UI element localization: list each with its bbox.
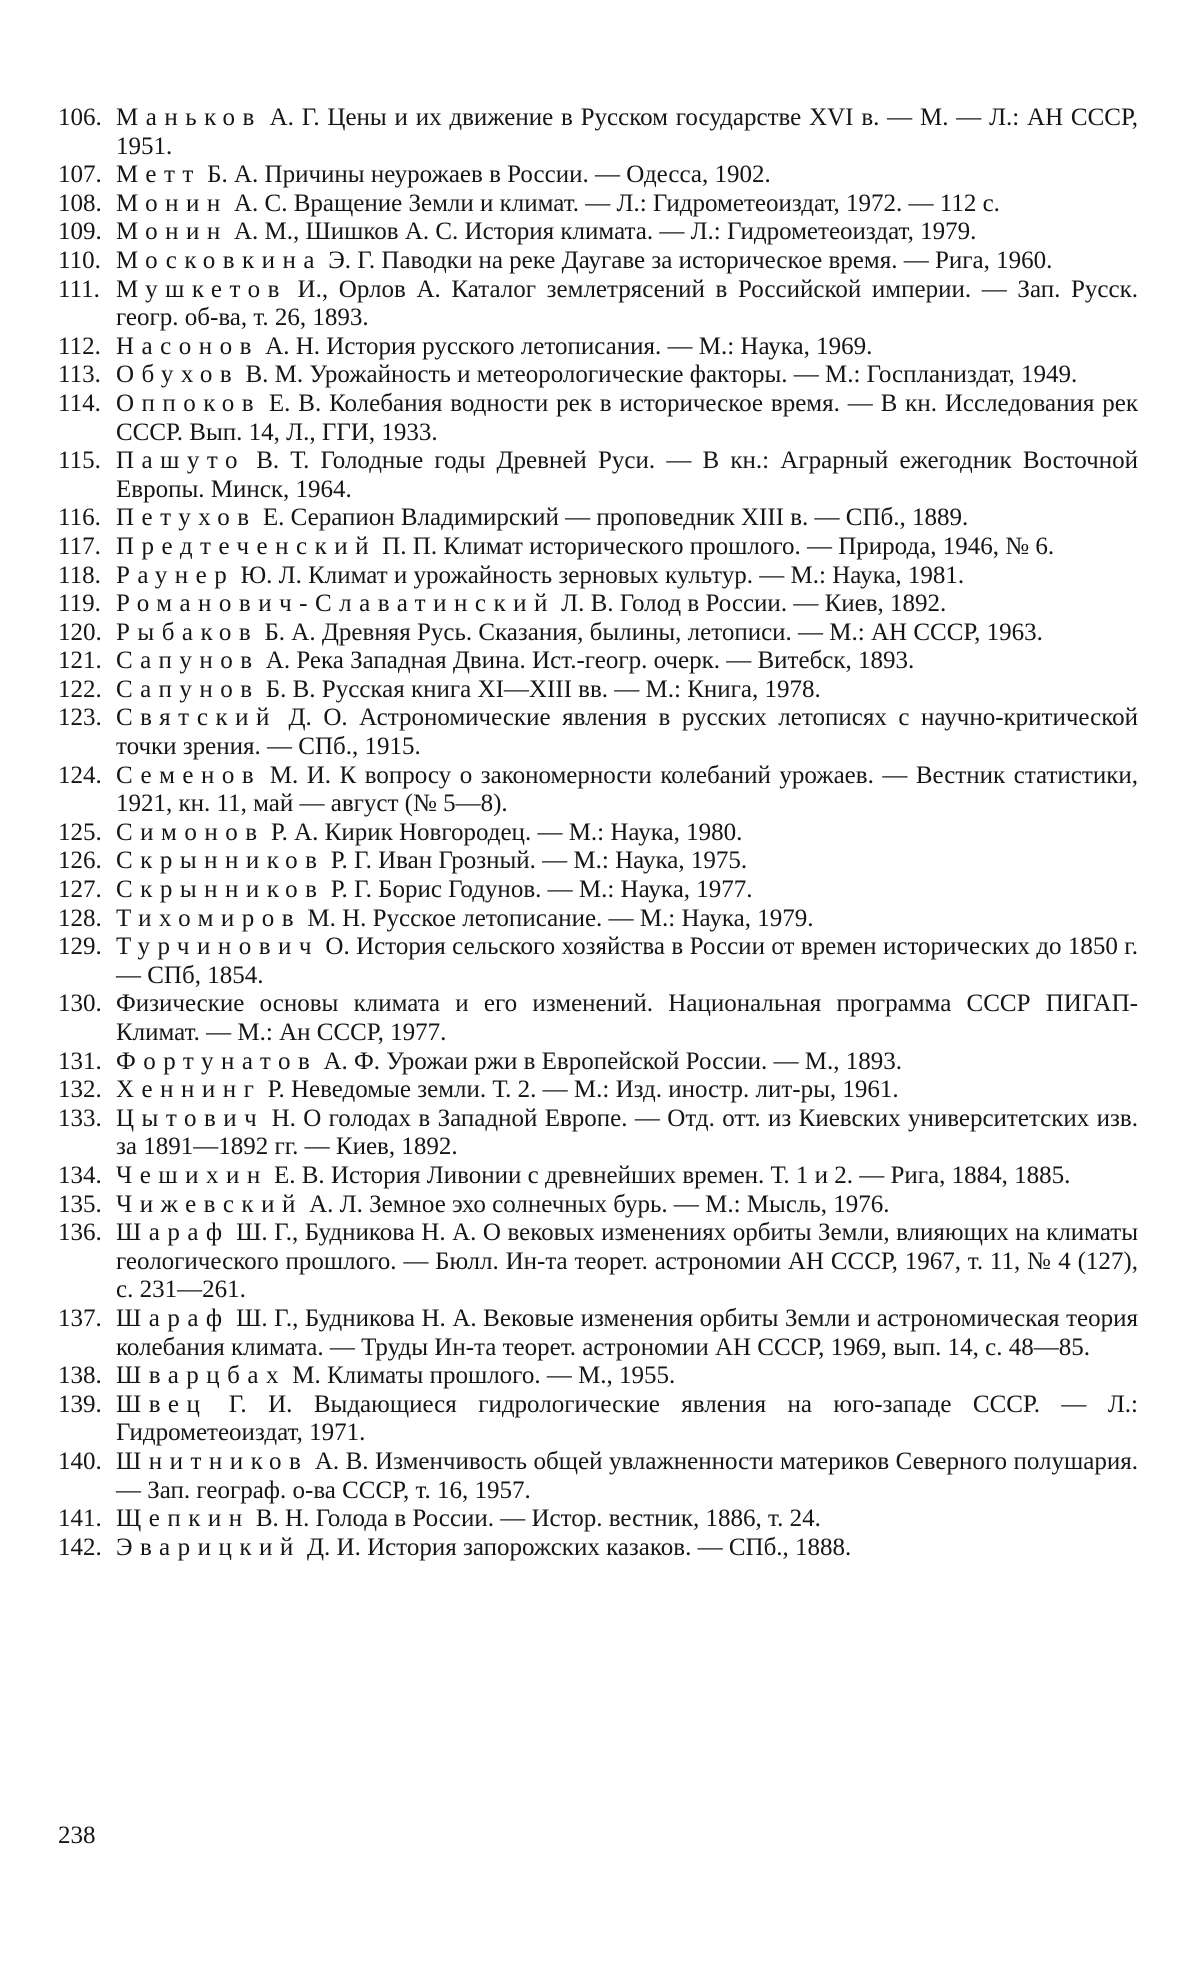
reference-text	[116, 247, 1138, 276]
reference-details: Е. Серапион Владимирский — проповедник XIII в. — СПб., 1889.	[256, 504, 969, 532]
reference-author: Турчинович	[116, 933, 319, 961]
reference-entry	[58, 762, 1138, 819]
reference-details: Б. А. Древняя Русь. Сказания, былины, летописи. — М.: АН СССР, 1963.	[258, 618, 1043, 646]
reference-text	[116, 1105, 1138, 1162]
reference-entry	[58, 704, 1138, 761]
reference-entry	[58, 676, 1138, 705]
reference-number: 116.	[58, 504, 101, 532]
reference-entry	[58, 619, 1138, 648]
reference-author: Хеннинг	[116, 1076, 262, 1104]
reference-entry	[58, 1391, 1138, 1448]
reference-text	[116, 1219, 1138, 1305]
reference-entry	[58, 933, 1138, 990]
reference-details: В. Т. Голодные годы Древней Руси. — В кн.: Аграрный ежегодник Восточной Европы. Минск, 1964.	[116, 447, 1138, 503]
reference-number: 130.	[58, 990, 102, 1018]
page-number: 238	[58, 1822, 96, 1849]
reference-text	[116, 333, 1138, 362]
reference-text	[116, 876, 1138, 905]
reference-author: Симонов	[116, 818, 265, 846]
reference-details: А. Река Западная Двина. Ист.-геогр. очерк. — Витебск, 1893.	[259, 647, 915, 675]
reference-number: 122.	[58, 675, 102, 703]
reference-details: Э. Г. Паводки на реке Даугаве за историческое время. — Рига, 1960.	[322, 246, 1053, 274]
reference-text	[116, 218, 1138, 247]
reference-entry	[58, 562, 1138, 591]
reference-author: Щепкин	[116, 1505, 250, 1533]
reference-details: А. С. Вращение Земли и климат. — Л.: Гидрометеоиздат, 1972. — 112 с.	[227, 189, 1000, 217]
reference-entry	[58, 190, 1138, 219]
reference-number: 137.	[58, 1304, 102, 1332]
reference-text	[116, 647, 1138, 676]
reference-text	[116, 276, 1138, 333]
reference-entry	[58, 905, 1138, 934]
reference-text	[116, 1505, 1138, 1534]
reference-entry	[58, 647, 1138, 676]
reference-author: Метт	[116, 161, 201, 189]
reference-author: Шараф	[116, 1304, 230, 1332]
reference-number: 106.	[58, 104, 102, 131]
reference-details: А. В. Изменчивость общей увлажненности материков Северного полушария. — Зап. географ. о-ва СССР, т. 16, 1957.	[116, 1447, 1138, 1504]
reference-text	[116, 1362, 1138, 1391]
reference-entry	[58, 1076, 1138, 1105]
reference-entry	[58, 247, 1138, 276]
reference-number: 129.	[58, 933, 102, 961]
reference-text	[116, 104, 1138, 161]
reference-number: 107.	[58, 161, 102, 189]
reference-entry	[58, 1505, 1138, 1534]
reference-text	[116, 1048, 1138, 1077]
reference-author: Святский	[116, 704, 277, 732]
reference-text	[116, 1076, 1138, 1105]
reference-entry	[58, 1448, 1138, 1505]
reference-number: 142.	[58, 1533, 102, 1561]
reference-text	[116, 1162, 1138, 1191]
reference-entry	[58, 1534, 1138, 1563]
reference-author: Мушкетов	[116, 275, 287, 303]
reference-number: 119.	[58, 590, 101, 618]
reference-details: Б. А. Причины неурожаев в России. — Одесса, 1902.	[200, 161, 771, 189]
reference-details: М. Климаты прошлого. — М., 1955.	[286, 1362, 676, 1390]
reference-author: Петухов	[116, 504, 257, 532]
reference-number: 140.	[58, 1447, 102, 1475]
reference-details: В. М. Урожайность и метеорологические факторы. — М.: Госпланиздат, 1949.	[239, 361, 1078, 389]
reference-number: 117.	[58, 532, 101, 560]
reference-details: Р. Неведомые земли. Т. 2. — М.: Изд. иностр. лит-ры, 1961.	[261, 1076, 899, 1104]
reference-text	[116, 533, 1138, 562]
reference-details: Ш. Г., Будникова Н. А. О вековых изменениях орбиты Земли, влияющих на климаты геологического прошлого. — Бюлл. Ин-та теорет. астрономии АН СССР, 1967, т. 11, № 4 (127), с. 231—261.	[116, 1219, 1138, 1304]
reference-entry	[58, 819, 1138, 848]
reference-details: Р. Г. Борис Годунов. — М.: Наука, 1977.	[324, 876, 753, 904]
reference-text	[116, 704, 1138, 761]
reference-entry	[58, 504, 1138, 533]
reference-number: 114.	[58, 389, 101, 417]
reference-text	[116, 562, 1138, 591]
reference-details: П. П. Климат исторического прошлого. — Природа, 1946, № 6.	[376, 532, 1055, 560]
reference-details: Ш. Г., Будникова Н. А. Вековые изменения орбиты Земли и астрономическая теория колебания климата. — Труды Ин-та теорет. астрономии АН СССР, 1969, вып. 14, с. 48—85.	[116, 1304, 1138, 1361]
reference-number: 121.	[58, 647, 102, 675]
reference-entry	[58, 161, 1138, 190]
reference-entry	[58, 1191, 1138, 1220]
reference-text	[116, 590, 1138, 619]
reference-author: Монин	[116, 218, 228, 246]
reference-number: 123.	[58, 704, 102, 732]
reference-author: Пашуто	[116, 447, 245, 475]
reference-author: Сапунов	[116, 675, 260, 703]
reference-text	[116, 190, 1138, 219]
reference-text	[116, 504, 1138, 533]
reference-details: А. Н. История русского летописания. — М.: Наука, 1969.	[258, 332, 873, 360]
reference-author: Скрынников	[116, 876, 325, 904]
reference-details: Е. В. Колебания водности рек в историческое время. — В кн. Исследования рек СССР. Вып. 14, Л., ГГИ, 1933.	[116, 389, 1138, 446]
reference-number: 126.	[58, 847, 102, 875]
reference-number: 132.	[58, 1076, 102, 1104]
reference-author: Семенов	[116, 761, 262, 789]
reference-number: 134.	[58, 1161, 102, 1189]
reference-number: 112.	[58, 332, 101, 360]
reference-details: В. Н. Голода в России. — Истор. вестник, 1886, т. 24.	[249, 1505, 821, 1533]
reference-entry	[58, 876, 1138, 905]
reference-entry	[58, 333, 1138, 362]
reference-details: А. М., Шишков А. С. История климата. — Л.: Гидрометеоиздат, 1979.	[227, 218, 977, 246]
reference-details: Д. И. История запорожских казаков. — СПб., 1888.	[300, 1533, 852, 1561]
reference-number: 138.	[58, 1362, 102, 1390]
reference-author: Оппоков	[116, 389, 261, 417]
reference-number: 127.	[58, 876, 102, 904]
reference-details: Л. В. Голод в России. — Киев, 1892.	[554, 590, 947, 618]
reference-entry	[58, 847, 1138, 876]
reference-details: Д. О. Астрономические явления в русских летописях с научно-критической точки зрения. — СПб., 1915.	[116, 704, 1138, 761]
reference-text	[116, 1391, 1138, 1448]
reference-entry	[58, 533, 1138, 562]
reference-text	[116, 905, 1138, 934]
reference-number: 128.	[58, 904, 102, 932]
reference-number: 131.	[58, 1047, 102, 1075]
bibliography-list	[58, 104, 1138, 1562]
reference-text	[116, 990, 1138, 1047]
reference-entry	[58, 218, 1138, 247]
reference-entry	[58, 1105, 1138, 1162]
reference-number: 124.	[58, 761, 102, 789]
reference-entry	[58, 1362, 1138, 1391]
reference-author: Швец	[116, 1390, 208, 1418]
reference-author: Чешихин	[116, 1161, 268, 1189]
reference-author: Раунер	[116, 561, 235, 589]
reference-author: Эварицкий	[116, 1533, 301, 1561]
reference-number: 125.	[58, 818, 102, 846]
reference-author: Фортунатов	[116, 1047, 318, 1075]
reference-details: М. Н. Русское летописание. — М.: Наука, 1979.	[301, 904, 814, 932]
reference-details: Физические основы климата и его изменений. Национальная программа СССР ПИГАП-Климат. — М.: Ан СССР, 1977.	[116, 990, 1138, 1046]
reference-text	[116, 1534, 1138, 1563]
reference-text	[116, 161, 1138, 190]
reference-author: Предтеченский	[116, 532, 376, 560]
reference-text	[116, 762, 1138, 819]
reference-number: 133.	[58, 1104, 102, 1132]
reference-details: Р. А. Кирик Новгородец. — М.: Наука, 1980.	[264, 818, 743, 846]
reference-entry	[58, 1305, 1138, 1362]
reference-details: Г. И. Выдающиеся гидрологические явления на юго-западе СССР. — Л.: Гидрометеоиздат, 1971.	[116, 1390, 1138, 1447]
reference-text	[116, 619, 1138, 648]
reference-entry	[58, 1048, 1138, 1077]
reference-number: 118.	[58, 561, 101, 589]
reference-author: Московкина	[116, 246, 323, 274]
reference-author: Чижевский	[116, 1190, 303, 1218]
reference-text	[116, 933, 1138, 990]
reference-text	[116, 390, 1138, 447]
reference-entry	[58, 361, 1138, 390]
reference-entry	[58, 990, 1138, 1047]
reference-text	[116, 1191, 1138, 1220]
reference-author: Рыбаков	[116, 618, 259, 646]
reference-details: И., Орлов А. Каталог землетрясений в Российской империи. — Зап. Русск. геогр. об-ва, т. 26, 1893.	[116, 275, 1138, 332]
reference-author: Обухов	[116, 361, 240, 389]
reference-author: Романович-Славатинский	[116, 590, 555, 618]
reference-entry	[58, 104, 1138, 161]
reference-text	[116, 819, 1138, 848]
reference-entry	[58, 1219, 1138, 1305]
reference-text	[116, 1305, 1138, 1362]
reference-author: Насонов	[116, 332, 259, 360]
reference-details: Б. В. Русская книга XI—XIII вв. — М.: Книга, 1978.	[259, 675, 821, 703]
reference-details: Е. В. История Ливонии с древнейших времен. Т. 1 и 2. — Рига, 1884, 1885.	[267, 1161, 1071, 1189]
reference-text	[116, 847, 1138, 876]
reference-author: Скрынников	[116, 847, 325, 875]
reference-author: Шараф	[116, 1219, 230, 1247]
reference-text	[116, 1448, 1138, 1505]
reference-number: 108.	[58, 189, 102, 217]
reference-number: 141.	[58, 1505, 102, 1533]
reference-number: 115.	[58, 447, 101, 475]
reference-text	[116, 361, 1138, 390]
reference-number: 135.	[58, 1190, 102, 1218]
reference-entry	[58, 590, 1138, 619]
reference-details: А. Л. Земное эхо солнечных бурь. — М.: Мысль, 1976.	[302, 1190, 890, 1218]
reference-details: Р. Г. Иван Грозный. — М.: Наука, 1975.	[324, 847, 748, 875]
reference-entry	[58, 1162, 1138, 1191]
reference-author: Тихомиров	[116, 904, 302, 932]
reference-number: 120.	[58, 618, 102, 646]
reference-details: Ю. Л. Климат и урожайность зерновых культур. — М.: Наука, 1981.	[234, 561, 965, 589]
reference-entry	[58, 447, 1138, 504]
reference-number: 111.	[58, 275, 100, 303]
reference-details: М. И. К вопросу о закономерности колебаний урожаев. — Вестник статистики, 1921, кн. 11, май — август (№ 5—8).	[116, 761, 1138, 818]
reference-number: 136.	[58, 1219, 102, 1247]
reference-author: Шнитников	[116, 1447, 309, 1475]
reference-details: А. Г. Цены и их движение в Русском государстве XVI в. — М. — Л.: АН СССР, 1951.	[116, 104, 1138, 160]
reference-details: А. Ф. Урожаи ржи в Европейской России. — М., 1893.	[317, 1047, 903, 1075]
reference-author: Шварцбах	[116, 1362, 286, 1390]
reference-text	[116, 447, 1138, 504]
reference-entry	[58, 276, 1138, 333]
reference-details: О. История сельского хозяйства в России от времен исторических до 1850 г. — СПб, 1854.	[116, 933, 1138, 989]
reference-author: Сапунов	[116, 647, 260, 675]
reference-number: 110.	[58, 246, 101, 274]
reference-text	[116, 676, 1138, 705]
reference-number: 139.	[58, 1390, 102, 1418]
reference-details: Н. О голодах в Западной Европе. — Отд. отт. из Киевских университетских изв. за 1891—1892 гг. — Киев, 1892.	[116, 1104, 1138, 1161]
reference-number: 109.	[58, 218, 102, 246]
reference-number: 113.	[58, 361, 101, 389]
reference-author: Цытович	[116, 1104, 265, 1132]
reference-entry	[58, 390, 1138, 447]
reference-author: Монин	[116, 189, 228, 217]
reference-author: Маньков	[116, 104, 262, 131]
